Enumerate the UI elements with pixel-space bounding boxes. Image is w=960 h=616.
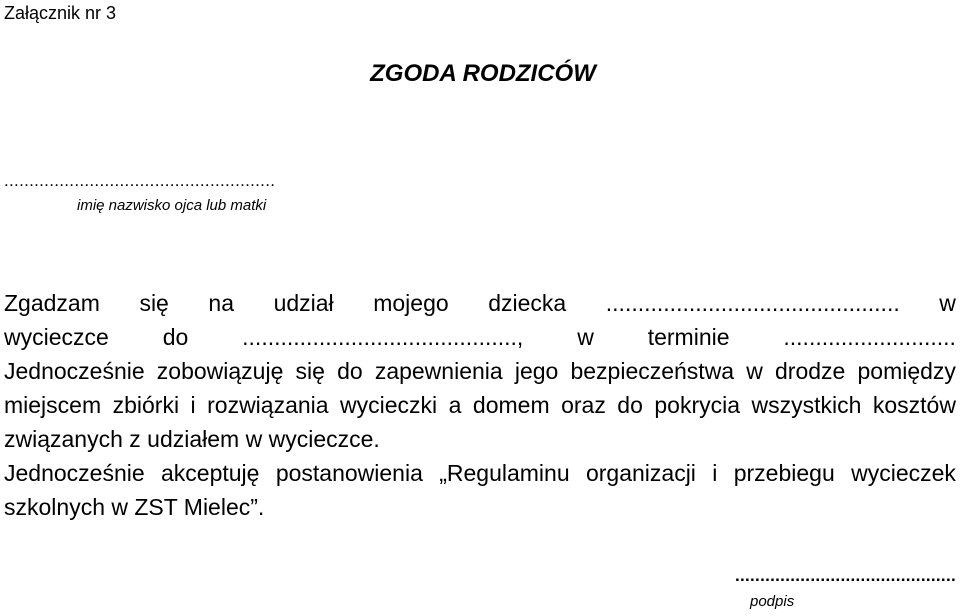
word: się xyxy=(139,290,169,316)
word: organizacji xyxy=(585,460,696,486)
word: rozwiązania xyxy=(207,392,329,418)
word: pomiędzy xyxy=(857,358,956,384)
attachment-label: Załącznik nr 3 xyxy=(4,3,117,23)
word: na xyxy=(208,290,234,316)
word: jego xyxy=(514,358,559,384)
word: udział xyxy=(273,290,334,316)
word: w xyxy=(746,358,763,384)
word: do xyxy=(617,392,643,418)
consent-line-2 xyxy=(4,323,956,351)
word: Zgadzam xyxy=(4,290,100,316)
word: a xyxy=(448,392,462,418)
word: kosztów xyxy=(872,392,956,418)
word: zobowiązuję xyxy=(156,358,284,384)
signature-dotted-line: ............................................ xyxy=(734,566,956,585)
word: terminie xyxy=(647,324,730,350)
word: w xyxy=(577,324,594,350)
word: się xyxy=(295,358,325,384)
consent-line-7: szkolnych w ZST Mielec”. xyxy=(4,494,265,520)
word: miejscem xyxy=(4,392,102,418)
consent-line-3 xyxy=(4,357,956,385)
word: pokrycia xyxy=(654,392,741,418)
parent-name-caption: imię nazwisko ojca lub matki xyxy=(77,197,267,214)
word: przebiegu xyxy=(733,460,835,486)
word: drodze xyxy=(775,358,846,384)
word: ..........................................., xyxy=(242,324,524,350)
document-title: ZGODA RODZICÓW xyxy=(370,60,596,87)
word: i xyxy=(712,460,718,486)
word: „Regulaminu xyxy=(439,460,570,486)
word: zbiórki xyxy=(112,392,180,418)
word: dziecka xyxy=(488,290,567,316)
word: wszystkich xyxy=(751,392,862,418)
word: w xyxy=(939,290,956,316)
word: oraz xyxy=(561,392,606,418)
word: zapewnienia xyxy=(374,358,503,384)
word: postanowienia xyxy=(275,460,423,486)
word: mojego xyxy=(373,290,449,316)
word: Jednocześnie xyxy=(4,358,145,384)
consent-line-1 xyxy=(4,289,956,317)
signature-caption: podpis xyxy=(750,593,795,610)
consent-line-4 xyxy=(4,391,956,419)
word: wycieczek xyxy=(851,460,956,486)
word: wycieczki xyxy=(340,392,438,418)
word: ........................... xyxy=(783,324,956,350)
word: wycieczce xyxy=(4,324,109,350)
word: bezpieczeństwa xyxy=(570,358,735,384)
consent-line-6 xyxy=(4,459,956,487)
word: do xyxy=(337,358,363,384)
word: do xyxy=(162,324,189,350)
word: akceptuję xyxy=(161,460,260,486)
word: Jednocześnie xyxy=(4,460,145,486)
word: .............................................. xyxy=(605,290,900,316)
consent-line-5: związanych z udziałem w wycieczce. xyxy=(4,426,380,452)
word: i xyxy=(190,392,196,418)
parent-name-dotted-line: ...................................................... xyxy=(4,171,276,190)
word: domem xyxy=(472,392,550,418)
